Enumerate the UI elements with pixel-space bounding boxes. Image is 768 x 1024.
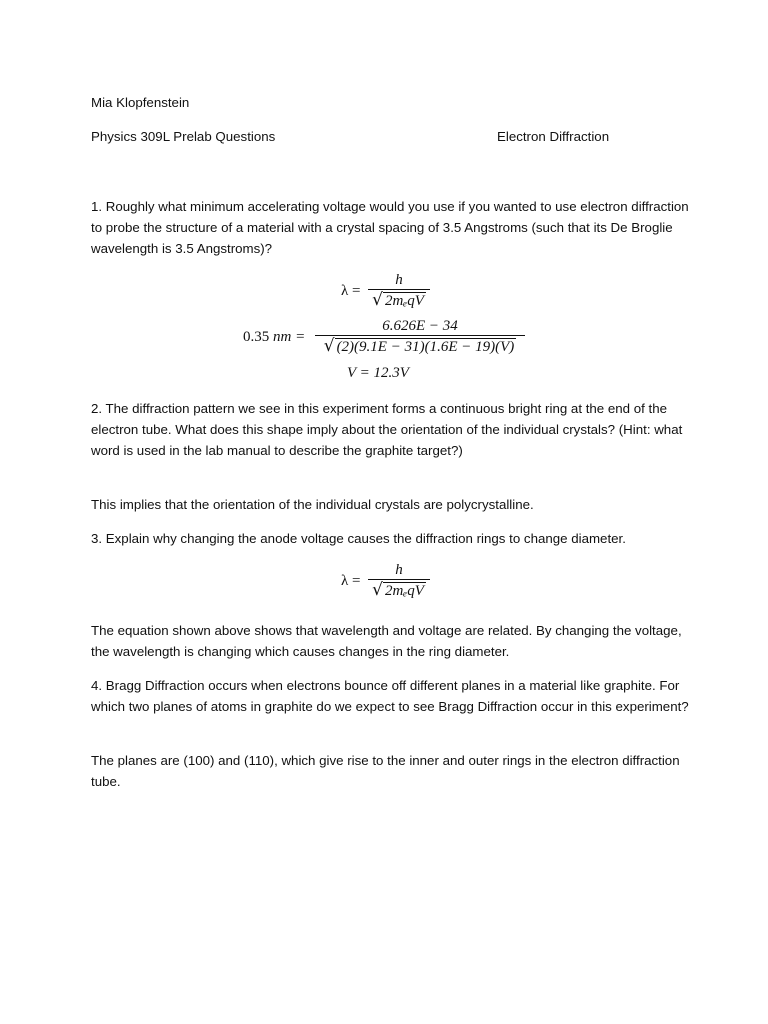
answer-4: The planes are (100) and (110), which give rise to the inner and outer rings in the electron diffraction tube. (91, 753, 680, 789)
eq1-fraction (368, 271, 430, 311)
eq4-lhs: λ = (341, 573, 361, 589)
question-4: 4. Bragg Diffraction occurs when electrons bounce off different planes in a material like graphite. For which two planes of atoms in graphite do we expect to see Bragg Diffraction occur in this experiment? (91, 678, 689, 714)
question-1: 1. Roughly what minimum accelerating voltage would you use if you wanted to use electron diffraction to probe the structure of a material with a crystal spacing of 3.5 Angstroms (such that its De Broglie wavelength is 3.5 Angstroms)? (91, 199, 689, 256)
eq2-fraction (315, 317, 525, 357)
eq4-denominator (368, 580, 430, 601)
question-2: 2. The diffraction pattern we see in this experiment forms a continuous bright ring at the end of the electron tube. What does this shape imply about the orientation of the individual crystals? (Hint: what word is used in the lab manual to describe the graphite target?) (91, 401, 683, 458)
radical: √ 2mₑqV (372, 580, 424, 600)
eq3-result: V = 12.3V (347, 365, 409, 381)
eq1-numerator: h (395, 272, 403, 288)
eq1-denominator (368, 290, 430, 311)
eq4-fraction (368, 561, 430, 601)
eq2-lhs: 0.35 nm = (243, 329, 306, 345)
course-title: Physics 309L Prelab Questions (91, 129, 276, 144)
question-3: 3. Explain why changing the anode voltage causes the diffraction rings to change diameter. (91, 531, 626, 546)
author-name: Mia Klopfenstein (91, 95, 190, 110)
radical: √ (2)(9.1E − 31)(1.6E − 19)(V) (323, 336, 515, 356)
eq2-numerator: 6.626E − 34 (382, 318, 458, 334)
answer-2: This implies that the orientation of the individual crystals are polycrystalline. (91, 497, 534, 512)
radical: √ 2mₑqV (372, 290, 424, 310)
eq2-denominator (315, 336, 525, 357)
eq1-lhs: λ = (341, 283, 361, 299)
eq4-numerator: h (395, 562, 403, 578)
topic-title: Electron Diffraction (497, 129, 610, 144)
answer-3: The equation shown above shows that wavelength and voltage are related. By changing the voltage, the wavelength is changing which causes changes in the ring diameter. (91, 623, 682, 659)
